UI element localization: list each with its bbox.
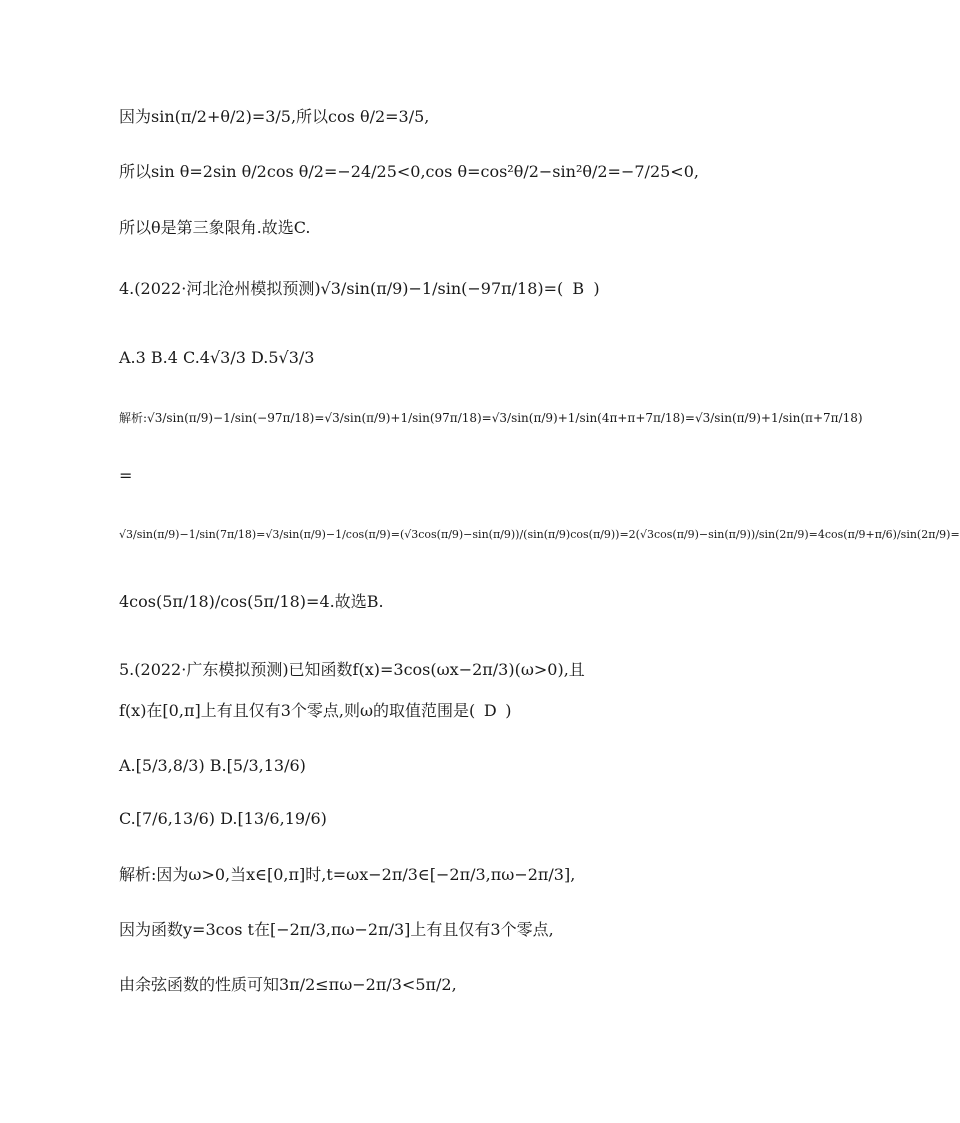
question-4-options: A.3 B.4 C.4√3/3 D.5√3/3 bbox=[119, 348, 315, 367]
question-4-answer: B bbox=[572, 279, 585, 298]
question-5-options-cd: C.[7/6,13/6) D.[13/6,19/6) bbox=[119, 809, 327, 828]
question-4-close-paren: ) bbox=[593, 279, 600, 298]
line-2: 所以sin θ=2sin θ/2cos θ/2=−24/25<0,cos θ=cos²θ/2−sin²θ/2=−7/25<0, bbox=[119, 162, 699, 181]
question-4-stem bbox=[119, 279, 600, 299]
question-5-stem-2 bbox=[119, 701, 512, 721]
question-5-answer: D bbox=[483, 701, 497, 720]
line-1: 因为sin(π/2+θ/2)=3/5,所以cos θ/2=3/5, bbox=[119, 107, 430, 126]
solution-4-conclusion: 4cos(5π/18)/cos(5π/18)=4.故选B. bbox=[119, 592, 384, 611]
line-3: 所以θ是第三象限角.故选C. bbox=[119, 218, 311, 237]
question-5-options-ab: A.[5/3,8/3) B.[5/3,13/6) bbox=[119, 756, 306, 775]
solution-4-line-1: 解析:√3/sin(π/9)−1/sin(−97π/18)=√3/sin(π/9)+1/sin(97π/18)=√3/sin(π/9)+1/sin(4π+π+7π/18)=√3/sin(π/9)+1/sin(π+7π/18) bbox=[119, 411, 863, 425]
question-5-stem-1: 5.(2022·广东模拟预测)已知函数f(x)=3cos(ωx−2π/3)(ω>0),且 bbox=[119, 660, 585, 679]
solution-4-equals: = bbox=[119, 466, 133, 485]
question-5-text: f(x)在[0,π]上有且仅有3个零点,则ω的取值范围是( bbox=[119, 701, 476, 720]
question-5-close-paren: ) bbox=[505, 701, 512, 720]
solution-5-line-1: 解析:因为ω>0,当x∈[0,π]时,t=ωx−2π/3∈[−2π/3,πω−2π/3], bbox=[119, 865, 576, 884]
solution-5-line-2: 因为函数y=3cos t在[−2π/3,πω−2π/3]上有且仅有3个零点, bbox=[119, 920, 554, 939]
solution-4-line-2: √3/sin(π/9)−1/sin(7π/18)=√3/sin(π/9)−1/cos(π/9)=(√3cos(π/9)−sin(π/9))/(sin(π/9)cos(π/9))=2(√3cos(π/9)−sin(π/9))/sin(2π/9)=4cos(π/9+π/6)/sin(2π/9)= bbox=[119, 528, 960, 541]
solution-5-line-3: 由余弦函数的性质可知3π/2≤πω−2π/3<5π/2, bbox=[119, 975, 457, 994]
question-4-text: 4.(2022·河北沧州模拟预测)√3/sin(π/9)−1/sin(−97π/18)=( bbox=[119, 279, 564, 298]
